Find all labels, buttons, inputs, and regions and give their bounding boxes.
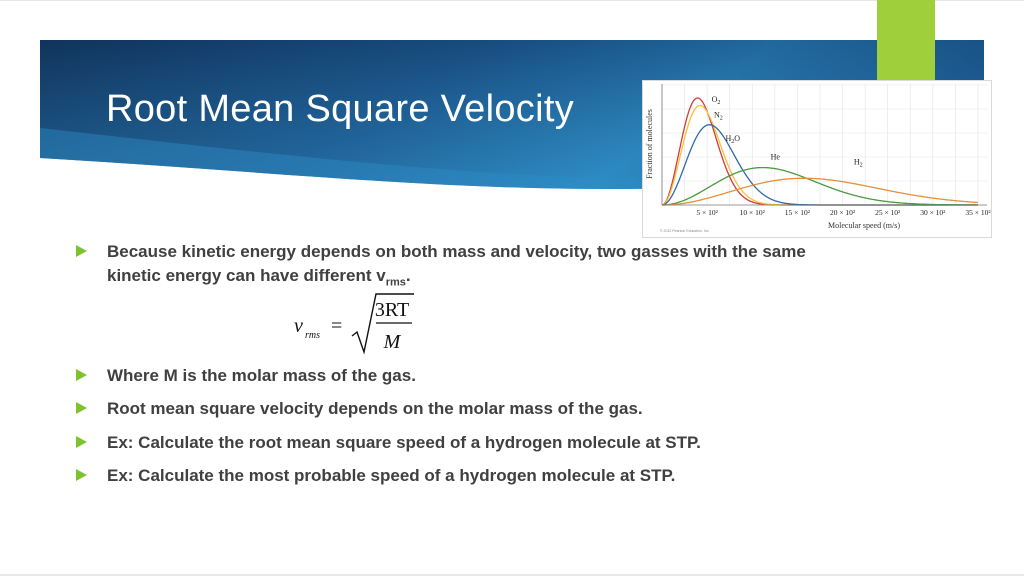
bullet-arrow-icon <box>76 245 87 257</box>
x-tick-label: 25 × 10² <box>875 208 901 217</box>
x-tick-label: 20 × 10² <box>829 208 856 217</box>
speed-distribution-figure <box>642 80 992 238</box>
bullet-text: Ex: Calculate the root mean square speed of a hydrogen molecule at STP. <box>107 433 701 452</box>
bullet-line-2: kinetic energy can have different v <box>107 266 386 285</box>
bullet-text: Root mean square velocity depends on the molar mass of the gas. <box>107 399 643 418</box>
series-label-h2o: $H_2O$ <box>725 133 741 145</box>
y-axis-label: Fraction of molecules <box>645 109 654 179</box>
equation-denominator: M <box>383 331 401 353</box>
x-axis-label: Molecular speed (m/s) <box>828 221 900 230</box>
x-tick-label: 5 × 10² <box>696 208 718 217</box>
bullet-text: Ex: Calculate the most probable speed of a hydrogen molecule at STP. <box>107 466 676 485</box>
x-tick-label: 10 × 10² <box>739 208 765 217</box>
bullet-arrow-icon <box>76 469 87 481</box>
top-divider <box>0 0 1024 1</box>
rms-subscript: rms <box>385 276 406 289</box>
series-label-h2: $H_2$ <box>853 157 863 169</box>
slide-title: Root Mean Square Velocity <box>106 88 574 130</box>
bullet-line-1: Because kinetic energy depends on both mass and velocity, two gasses with the same <box>107 242 806 261</box>
x-tick-label: 15 × 10² <box>784 208 811 217</box>
bullet-arrow-icon <box>76 436 87 448</box>
bullet-arrow-icon <box>76 402 87 414</box>
equation-numerator: 3RT <box>374 299 410 321</box>
series-label-n2: $N_2$ <box>714 110 723 122</box>
equation-equals: = <box>331 315 343 337</box>
equation-lhs: v <box>294 315 303 337</box>
x-tick-label: 30 × 10² <box>920 208 946 217</box>
equation-lhs-subscript: rms <box>305 330 321 341</box>
series-label-o2: $O_2$ <box>711 95 721 106</box>
accent-bar <box>877 0 935 80</box>
bullet-text <box>107 240 937 294</box>
figure-credit: © 2012 Pearson Education, Inc. <box>660 229 710 233</box>
bullet-text: Where M is the molar mass of the gas. <box>107 366 416 385</box>
x-tick-label: 35 × 10² <box>965 208 991 217</box>
bullet-suffix: . <box>405 266 411 285</box>
rms-equation <box>288 292 428 356</box>
bullet-arrow-icon <box>76 369 87 381</box>
series-label-he: He <box>770 152 780 162</box>
